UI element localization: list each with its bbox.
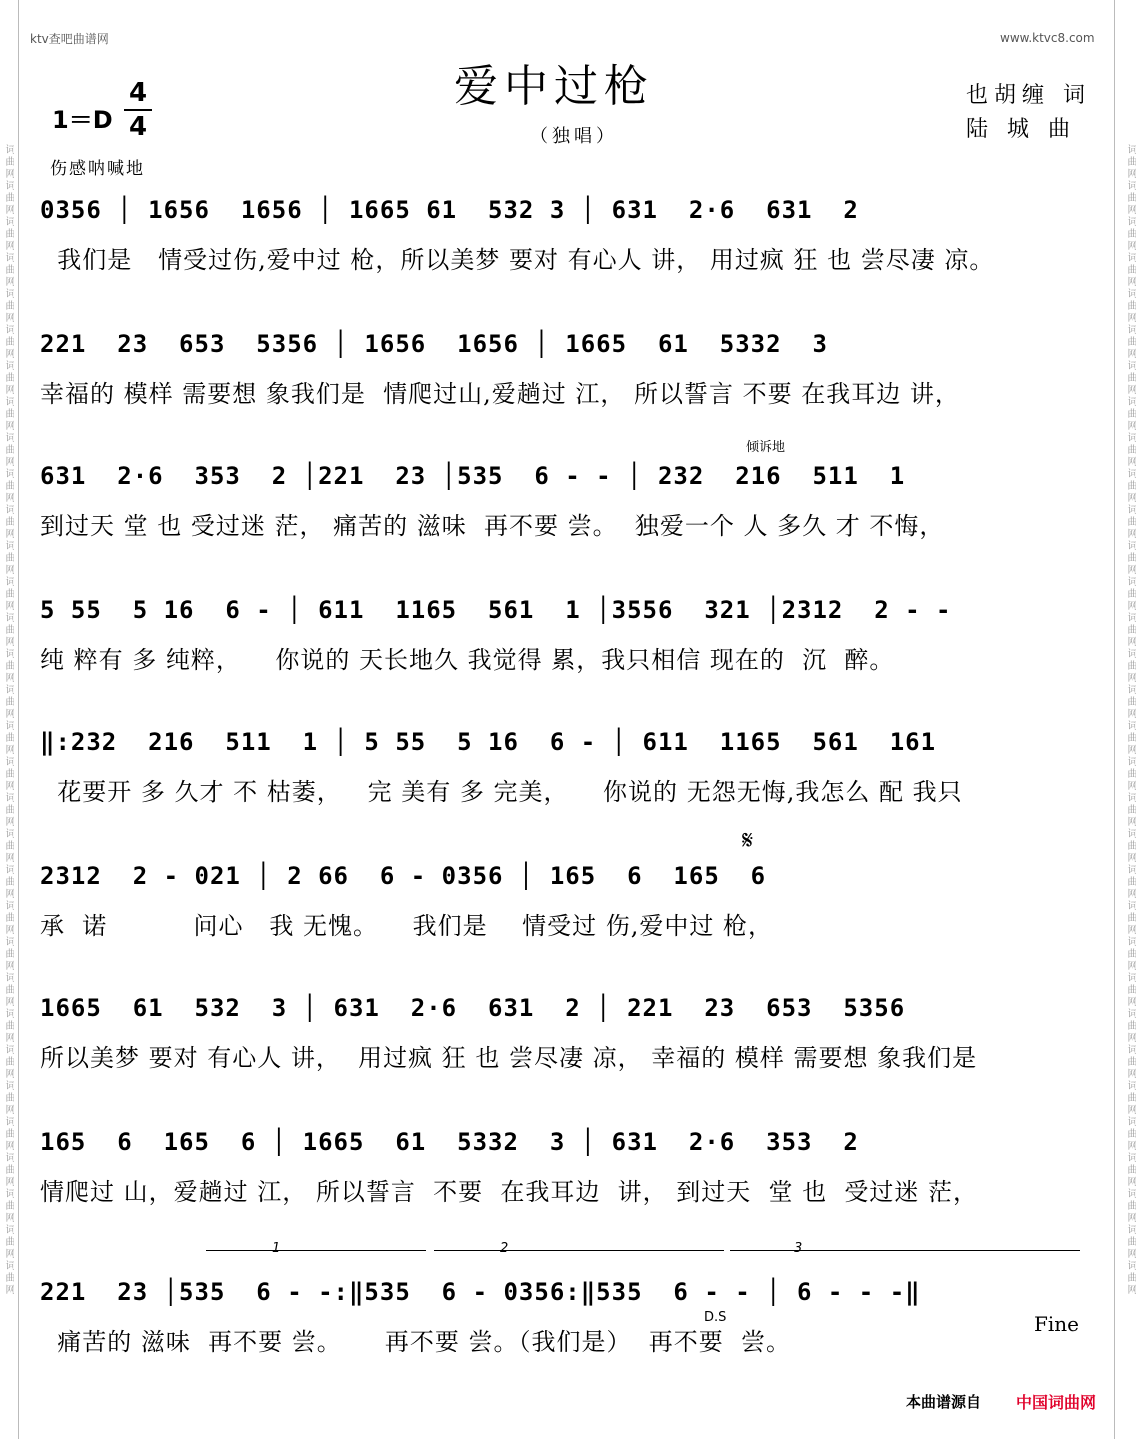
row-8-notes: 165 6 165 6 │ 1665 61 5332 3 │ 631 2·6 353 2	[40, 1128, 859, 1156]
time-signature	[124, 80, 152, 140]
score-row-7	[40, 994, 1090, 1114]
time-signature-top: 4	[128, 78, 148, 108]
score-row-1	[40, 196, 1090, 316]
expression-marking: 倾诉地	[746, 440, 786, 455]
row-9-lyrics: 痛苦的 滋味 再不要 尝。 再不要 尝。（我们是） 再不要 尝。	[40, 1328, 792, 1356]
row-1-lyrics: 我们是 情受过伤,爱中过 枪，所以美梦 要对 有心人 讲， 用过疯 狂 也 尝尽凄 凉。	[40, 246, 995, 274]
row-3-lyrics: 到过天 堂 也 受过迷 茫， 痛苦的 滋味 再不要 尝。 独爱一个 人 多久 才 不悔，	[40, 512, 945, 540]
score-row-5	[40, 728, 1090, 848]
volta-1-bracket	[206, 1250, 426, 1252]
lyricist-credit: 也胡缠 词	[966, 83, 1091, 108]
score-row-9	[40, 1278, 1090, 1398]
row-5-lyrics: 花要开 多 久才 不 枯萎， 完 美有 多 完美， 你说的 无怨无悔,我怎么 配 我只	[40, 778, 963, 806]
time-signature-bottom: 4	[128, 112, 148, 142]
fine-marking: Fine	[1034, 1312, 1079, 1336]
right-watermark: 词曲网词曲网词曲网词曲网词曲网词曲网词曲网词曲网词曲网词曲网词曲网词曲网词曲网词曲网词曲网词曲网词曲网词曲网词曲网词曲网词曲网词曲网词曲网词曲网词曲网词曲网词曲网词曲网词曲网词曲网词曲网词曲网	[1125, 143, 1136, 1296]
site-left-label: ktv查吧曲谱网	[30, 32, 109, 46]
score-row-4	[40, 596, 1090, 716]
score-row-6	[40, 862, 1090, 982]
row-4-notes: 5 55 5 16 6 - │ 611 1165 561 1 │3556 321 │2312 2 - -	[40, 596, 952, 624]
left-border	[18, 0, 19, 1439]
volta-3-label: 3	[794, 1241, 803, 1256]
ds-marking: D.S	[704, 1310, 727, 1325]
row-1-notes: 0356 │ 1656 1656 │ 1665 61 532 3 │ 631 2·6 631 2	[40, 196, 859, 224]
row-6-lyrics: 承 诺 问心 我 无愧。 我们是 情受过 伤,爱中过 枪，	[40, 912, 773, 940]
key-signature: 1＝D	[52, 106, 113, 134]
row-5-notes: ‖:232 216 511 1 │ 5 55 5 16 6 - │ 611 1165 561 161	[40, 728, 937, 756]
volta-2-label: 2	[500, 1241, 509, 1256]
score-row-3	[40, 462, 1090, 582]
row-9-notes: 221 23 │535 6 - -:‖535 6 - 0356:‖535 6 - - │ 6 - - -‖	[40, 1278, 921, 1306]
volta-1-label: 1	[272, 1241, 281, 1256]
volta-2-bracket	[434, 1250, 724, 1252]
right-border	[1114, 0, 1115, 1439]
song-title: 爱中过枪	[454, 61, 654, 112]
mood-marking: 伤感呐喊地	[50, 159, 145, 179]
row-7-notes: 1665 61 532 3 │ 631 2·6 631 2 │ 221 23 653 5356	[40, 994, 906, 1022]
row-7-lyrics: 所以美梦 要对 有心人 讲， 用过疯 狂 也 尝尽凄 凉， 幸福的 模样 需要想 象我们是	[40, 1044, 978, 1072]
row-8-lyrics: 情爬过 山，爱趟过 江， 所以誓言 不要 在我耳边 讲， 到过天 堂 也 受过迷 茫，	[40, 1178, 979, 1206]
segno-sign: 𝄋	[742, 826, 754, 856]
footer-source-brand[interactable]: 中国词曲网	[1016, 1393, 1097, 1412]
row-4-lyrics: 纯 粹有 多 纯粹， 你说的 天长地久 我觉得 累，我只相信 现在的 沉 醉。	[40, 646, 895, 674]
row-2-lyrics: 幸福的 模样 需要想 象我们是 情爬过山,爱趟过 江， 所以誓言 不要 在我耳边 讲，	[40, 380, 960, 408]
volta-3-bracket	[730, 1250, 1080, 1252]
score-row-8	[40, 1128, 1090, 1248]
score-row-2	[40, 330, 1090, 450]
footer-source-label: 本曲谱源自	[906, 1393, 982, 1411]
composer-credit: 陆 城 曲	[966, 117, 1076, 142]
row-6-notes: 2312 2 - 021 │ 2 66 6 - 0356 │ 165 6 165 6	[40, 862, 767, 890]
row-2-notes: 221 23 653 5356 │ 1656 1656 │ 1665 61 5332 3	[40, 330, 828, 358]
row-3-notes: 631 2·6 353 2 │221 23 │535 6 - - │ 232 216 511 1	[40, 462, 906, 490]
left-watermark: 词曲网词曲网词曲网词曲网词曲网词曲网词曲网词曲网词曲网词曲网词曲网词曲网词曲网词曲网词曲网词曲网词曲网词曲网词曲网词曲网词曲网词曲网词曲网词曲网词曲网词曲网词曲网词曲网词曲网词曲网词曲网词曲网	[3, 143, 14, 1296]
time-signature-line	[124, 109, 152, 111]
site-right-label: www.ktvc8.com	[1000, 31, 1095, 45]
song-subtitle: （独唱）	[530, 126, 618, 147]
